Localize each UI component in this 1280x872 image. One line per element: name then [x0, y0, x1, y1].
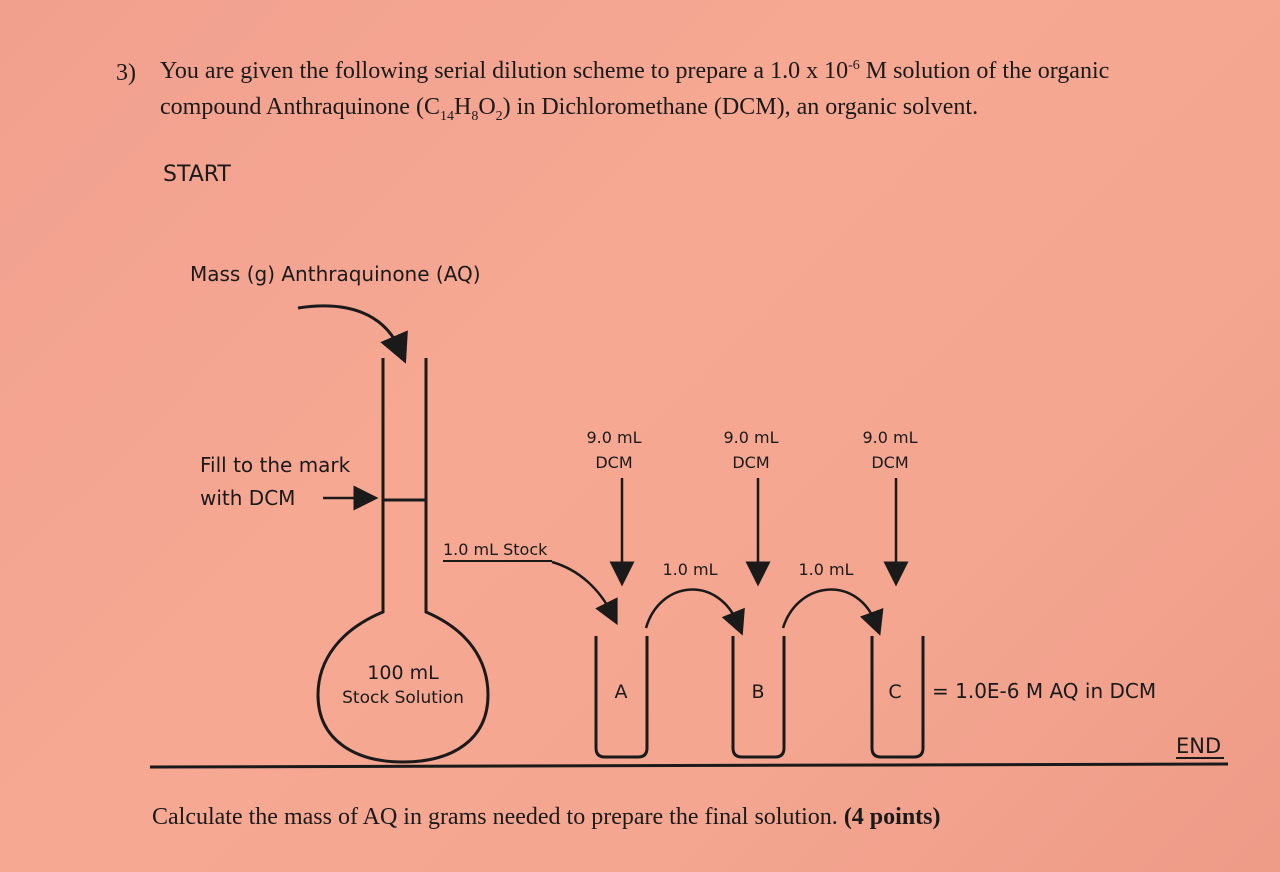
exponent: -6 — [848, 58, 860, 73]
formula-h: H — [453, 94, 472, 120]
stock-transfer-label: 1.0 mL Stock — [443, 540, 548, 559]
tube-label-b: B — [751, 681, 765, 703]
formula-sub-h: 8 — [471, 108, 479, 124]
formula-o: O — [478, 94, 496, 120]
end-label: END — [1176, 734, 1222, 758]
question-line1-text: You are given the following serial dilution scheme to prepare a 1.0 x 10 — [160, 58, 849, 84]
mass-label: Mass (g) Anthraquinone (AQ) — [190, 262, 481, 286]
result-label: = 1.0E-6 M AQ in DCM — [932, 679, 1157, 703]
transfer-arrow-bc — [783, 590, 876, 628]
start-label: START — [163, 162, 231, 187]
dcm-volume-b: 9.0 mL — [723, 428, 779, 447]
tube-label-c: C — [888, 681, 902, 703]
dcm-addition-a — [586, 428, 641, 574]
transfer-label-ab: 1.0 mL — [662, 560, 718, 579]
transfer-arrow-ab — [646, 590, 738, 628]
formula-sub-c: 14 — [439, 108, 454, 124]
flask-volume: 100 mL — [367, 662, 439, 684]
dcm-addition-c — [862, 428, 917, 574]
formula-prefix: compound Anthraquinone (C — [160, 94, 440, 120]
dcm-volume-c: 9.0 mL — [862, 428, 918, 447]
question-line2-end: ) in Dichloromethane (DCM), an organic solvent. — [502, 94, 979, 120]
baseline — [150, 764, 1228, 767]
fill-label-line1: Fill to the mark — [200, 453, 351, 477]
flask-label: Stock Solution — [342, 688, 464, 708]
transfer-label-bc: 1.0 mL — [798, 560, 854, 579]
question-number: 3) — [116, 60, 136, 86]
dcm-label-c: DCM — [871, 453, 909, 472]
mass-arrow — [298, 306, 400, 350]
calculation-question — [152, 804, 941, 831]
tube-label-a: A — [614, 681, 628, 703]
stock-transfer-arrow — [552, 562, 612, 614]
question-line1-end: M solution of the organic — [859, 58, 1110, 84]
formula-sub-o: 2 — [495, 108, 503, 124]
dcm-label-b: DCM — [732, 453, 770, 472]
dcm-label-a: DCM — [595, 453, 633, 472]
points-label: (4 points) — [843, 804, 941, 830]
dcm-volume-a: 9.0 mL — [586, 428, 642, 447]
dcm-addition-b — [723, 428, 778, 574]
calc-text: Calculate the mass of AQ in grams needed to prepare the final solution. — [152, 804, 844, 830]
fill-label-line2: with DCM — [200, 486, 296, 510]
